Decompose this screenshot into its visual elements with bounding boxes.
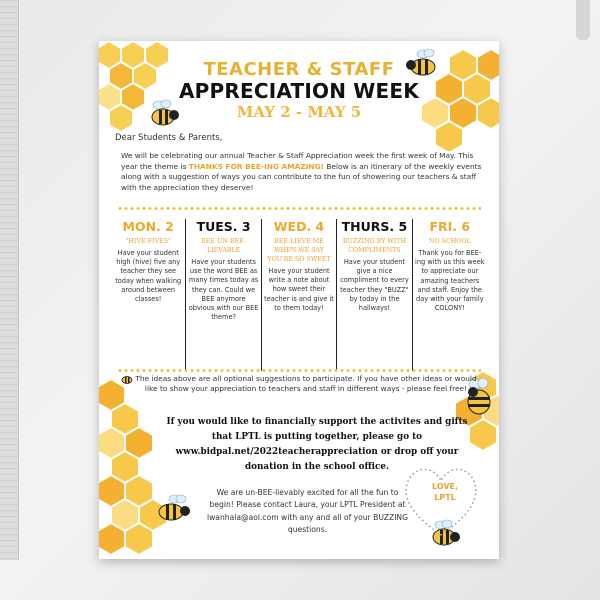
signoff-love: LOVE,	[431, 482, 459, 491]
day-wednesday	[261, 219, 336, 371]
signoff	[425, 481, 465, 503]
day-name: THURS. 5	[341, 219, 408, 234]
binder-clip	[576, 0, 590, 40]
day-description: Have your student high (hive) five any teacher they see today when walking around between classes!	[115, 249, 182, 304]
day-description: Have your student give a nice compliment to every teacher they "BUZZ" by today in the hallways!	[340, 258, 409, 313]
day-theme: BUZZING BY WITH COMPLIMENTS	[342, 238, 406, 254]
weekly-schedule	[111, 219, 487, 371]
optional-note: The ideas above are all optional suggestions to participate. If you have other ideas or would like to show your appreciation to teachers and staff in different ways - please feel free!	[135, 374, 477, 394]
event-dates: MAY 2 - MAY 5	[236, 103, 362, 121]
day-description: Have your students use the word BEE as many times today as they can. Could we BEE anymore obvious with our BEE theme?	[188, 258, 259, 322]
day-theme: "HIVE-FIVES"	[125, 238, 171, 245]
intro-text-end: Below is an itinerary of the weekly events along with a suggestion of ways you can contribute to the fun of showering our teachers & staff with the appreciation they deserve!	[121, 161, 482, 192]
day-monday	[111, 219, 185, 371]
day-theme: BEE-LIEVE ME WHEN WE SAY YOU'RE SO SWEET	[267, 238, 331, 263]
closing-paragraph: We are un-BEE-lievably excited for all the fun to begin! Please contact Laura, your LPTL President at lwanhala@aol.com with any and all of your BUZZING questions.	[206, 488, 408, 535]
day-theme: NO SCHOOL	[428, 238, 471, 245]
title-teacher-staff: TEACHER & STAFF	[203, 59, 395, 80]
dotted-divider	[117, 369, 481, 372]
title-appreciation-week: APPRECIATION WEEK	[179, 79, 419, 103]
day-name: TUES. 3	[196, 219, 251, 234]
intro-paragraph	[121, 151, 483, 193]
bee-icon	[153, 493, 193, 525]
dotted-divider	[117, 207, 481, 210]
donation-info: If you would like to financially support the activites and gifts that LPTL is putting together, please go to www.bidpal.net/2022teacherappreciation or drop off your donation in the school office.	[166, 417, 468, 472]
day-description: Thank you for BEE-ing with us this week to appreciate our amazing teachers and staff. Enjoy the day with your family COLONY!	[415, 249, 485, 313]
day-name: WED. 4	[273, 219, 325, 234]
day-theme: BEE UN-BEE-LIEVABLE	[201, 238, 247, 254]
ruler	[0, 0, 19, 560]
small-bee-icon	[121, 374, 133, 384]
day-tuesday	[185, 219, 260, 371]
signoff-lptl: LPTL	[434, 493, 456, 502]
day-name: MON. 2	[122, 219, 174, 234]
flyer-page	[99, 41, 499, 559]
intro-text-start: We will be celebrating our annual Teacher & Staff Appreciation week the first week of May. This year the theme is	[121, 151, 474, 171]
day-description: Have your student write a note about how sweet their teacher is and give it to them today!	[264, 267, 334, 312]
day-name: FRI. 6	[429, 219, 471, 234]
theme-highlight: THANKS FOR BEE-ING AMAZING!	[188, 161, 325, 171]
day-thursday	[336, 219, 411, 371]
greeting: Dear Students & Parents,	[115, 133, 223, 143]
day-friday	[412, 219, 487, 371]
